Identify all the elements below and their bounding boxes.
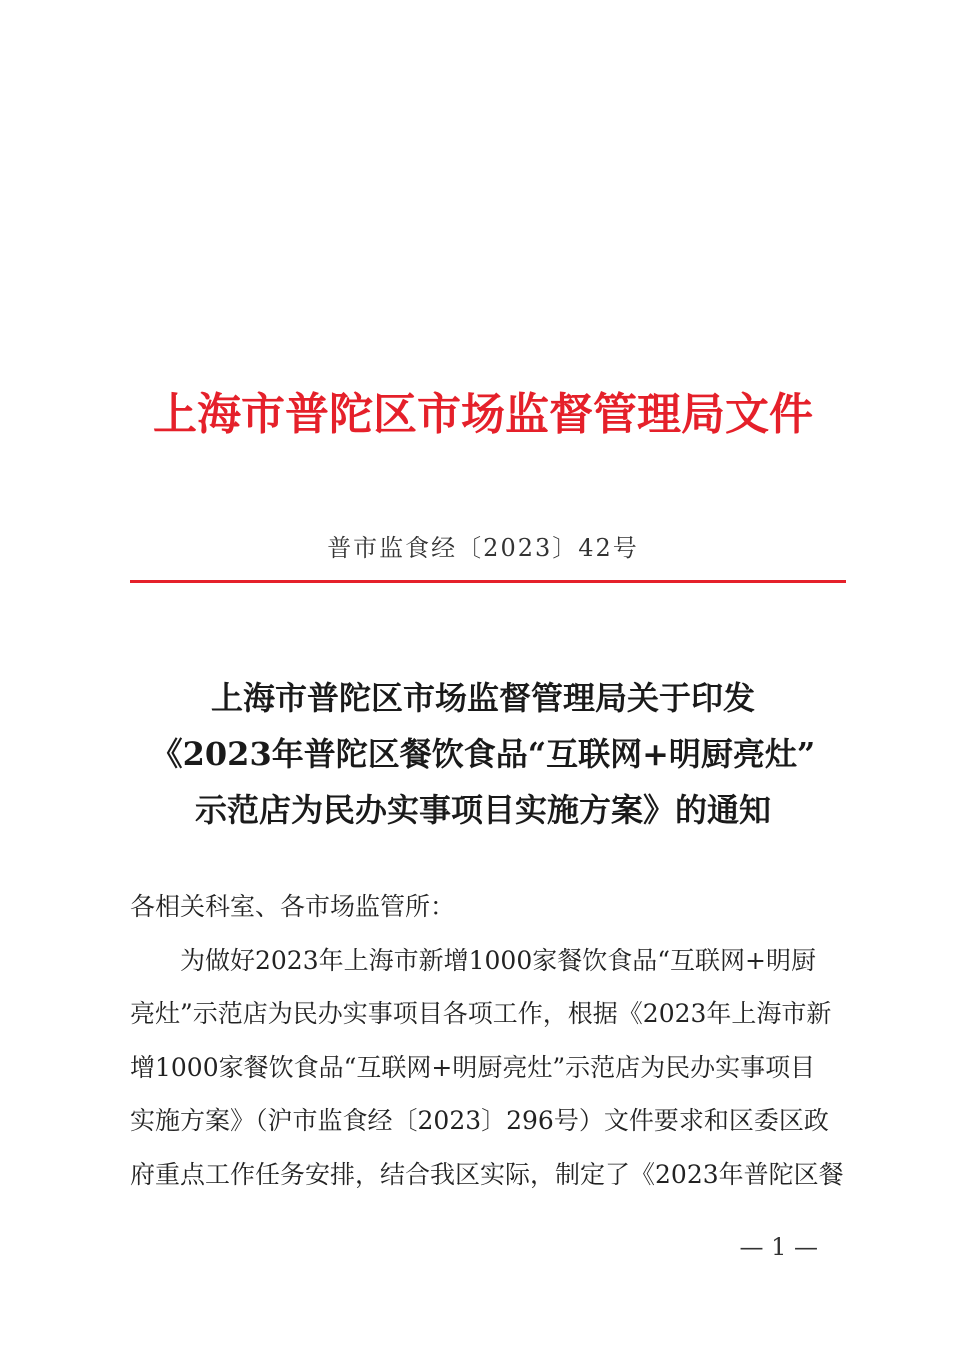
title-line-3: 示范店为民办实事项目实施方案》的通知	[194, 791, 771, 829]
title-line-2: 《2023年普陀区餐饮食品“互联网+明厨亮灶”	[150, 735, 816, 773]
body-line-5: 府重点工作任务安排，结合我区实际，制定了《2023年普陀区餐	[130, 1159, 844, 1189]
document-body	[130, 880, 846, 1201]
title-line-1: 上海市普陀区市场监督管理局关于印发	[210, 679, 755, 717]
body-line-4: 实施方案》（沪市监食经〔2023〕296号）文件要求和区委区政	[130, 1106, 829, 1135]
document-number: 普市监食经〔2023〕42号	[327, 534, 639, 562]
body-line-2: 亮灶”示范店为民办实事项目各项工作，根据《2023年上海市新	[130, 999, 832, 1028]
page-number: — 1 —	[739, 1233, 818, 1261]
body-line-1: 为做好2023年上海市新增1000家餐饮食品“互联网+明厨	[180, 945, 816, 975]
document-title	[110, 670, 856, 838]
issuing-authority-header: 上海市普陀区市场监督管理局文件	[153, 389, 813, 440]
red-divider	[130, 580, 846, 583]
salutation: 各相关科室、各市场监管所：	[130, 892, 456, 921]
body-line-3: 增1000家餐饮食品“互联网+明厨亮灶”示范店为民办实事项目	[130, 1052, 816, 1082]
